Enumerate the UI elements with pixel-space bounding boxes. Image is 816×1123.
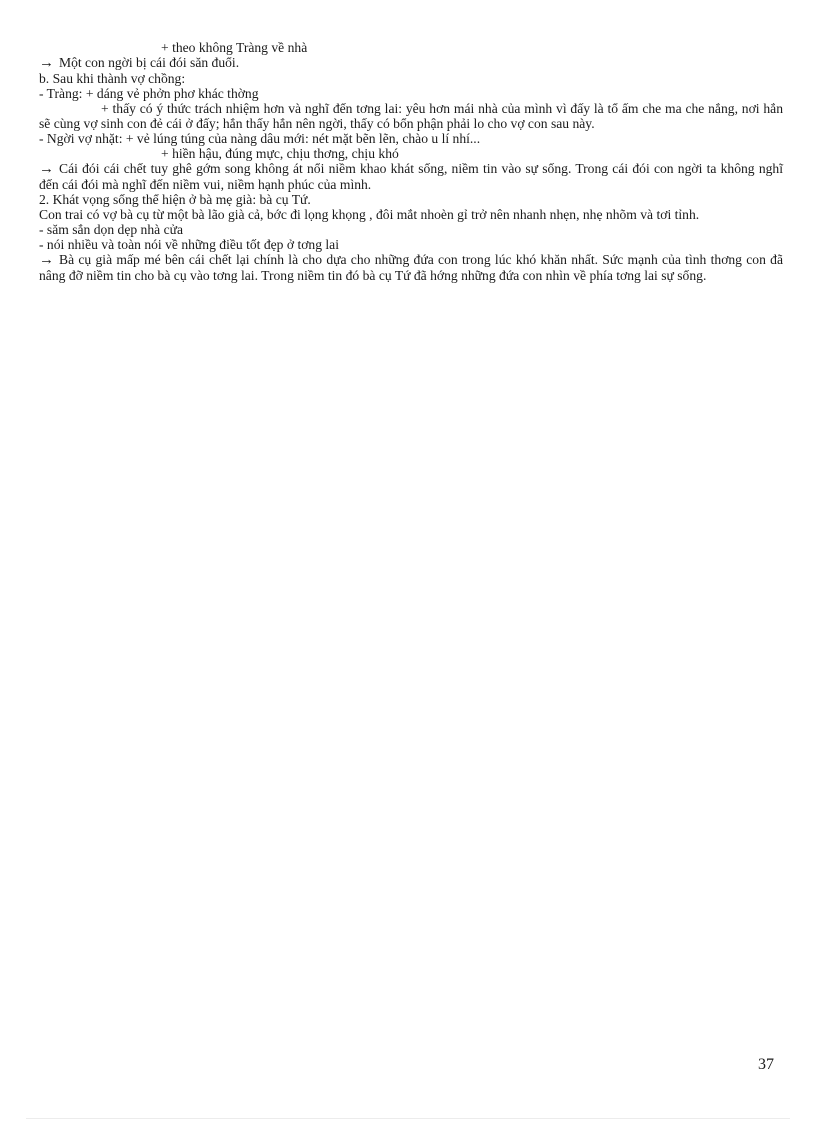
- arrow-right-icon: →: [39, 161, 54, 177]
- paragraph: [39, 161, 783, 192]
- text-line: - săm sắn dọn dẹp nhà cửa: [39, 222, 184, 237]
- page-number: 37: [758, 1056, 774, 1073]
- paragraph-text: + thấy có ý thức trách nhiệm hơn và nghĩ đến tơng lai: yêu hơn mái nhà của mình vì đấy là tổ ấm che ma che nắng, nơi hắn sẽ cùng vợ sinh con đẻ cái ở đấy; hắn thấy hắn nên ngời, thấy có bổn phận phải lo cho vợ con sau này.: [39, 101, 783, 131]
- paragraph: [39, 101, 783, 131]
- text-line: [39, 55, 783, 71]
- paragraph: Con trai có vợ bà cụ từ một bà lão già cả, bớc đi lọng khọng , đôi mắt nhoèn gỉ trở nên nhanh nhẹn, nhẹ nhõm và tơi tỉnh.: [39, 207, 700, 222]
- paragraph-text: Bà cụ già mấp mé bên cái chết lại chính là cho dựa cho những đứa con trong lúc khó khăn nhất. Sức mạnh của tình thơng con đã nâng đỡ niềm tin cho bà cụ vào tơng lai. Trong niềm tin đó bà cụ Tứ đã hớng những đứa con nhìn về phía tơng lai sự sống.: [39, 252, 783, 283]
- arrow-right-icon: →: [39, 55, 54, 71]
- page-body-text: [39, 40, 783, 283]
- paragraph: [39, 252, 783, 283]
- page-bottom-divider: [26, 1118, 790, 1119]
- text-line-content: Một con ngời bị cái đói săn đuổi.: [59, 55, 240, 70]
- text-line: - Ngời vợ nhặt: + vẻ lúng túng của nàng dâu mới: nét mặt bẽn lẽn, chào u lí nhí...: [39, 131, 481, 146]
- paragraph-text: Cái đói cái chết tuy ghê gớm song không át nổi niềm khao khát sống, niềm tin vào sự sống. Trong cái đói con ngời ta không nghĩ đến cái đói mà nghĩ đến niềm vui, niềm hạnh phúc của mình.: [39, 161, 783, 192]
- section-heading: b. Sau khi thành vợ chồng:: [39, 71, 186, 86]
- section-heading: 2. Khát vọng sống thể hiện ở bà mẹ già: bà cụ Tứ.: [39, 192, 311, 207]
- text-line: + hiền hậu, đúng mực, chịu thơng, chịu khó: [161, 146, 399, 161]
- text-line: - nói nhiều và toàn nói về những điều tốt đẹp ở tơng lai: [39, 237, 339, 252]
- text-line: + theo không Tràng về nhà: [161, 40, 308, 55]
- arrow-right-icon: →: [39, 252, 54, 268]
- text-line: - Tràng: + dáng vẻ phởn phơ khác thờng: [39, 86, 259, 101]
